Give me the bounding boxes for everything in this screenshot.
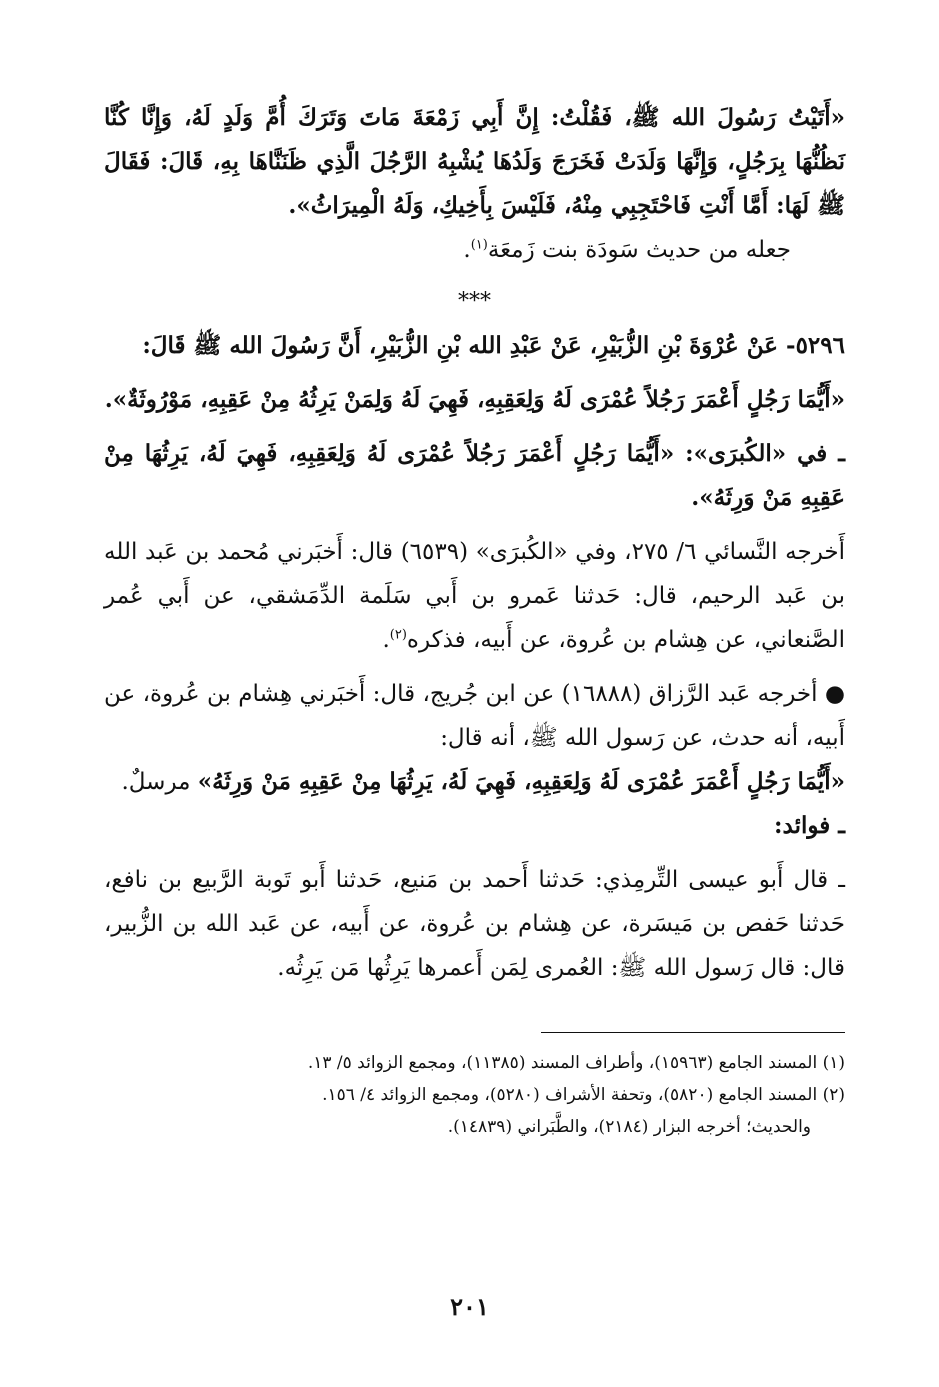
attribution-line: جعله من حديث سَودَة بنت زَمعَة$^{(١)}$. (463, 237, 791, 263)
footnote-ref-1[interactable]: (١) (470, 237, 488, 253)
kubra-variant: ـ في «الكُبرَى»: «أَيُّمَا رَجُلٍ أَعْمَرَ رَجُلاً عُمْرَى لَهُ وَلِعَقِبِهِ، فَهِيَ لَهُ، يَرِثُهَا مِنْ عَقِبِهِ مَنْ وَرِثَهُ». (104, 440, 845, 511)
takhrij-abdurrazzaq: ● أخرجه عَبد الرَّزاق (١٦٨٨٨) عن ابن جُريج، قال: أَخبَرني هِشام بن عُروة، عن أَبيه، أنه حدث، عن رَسول الله ﷺ، أنه قال: (104, 681, 845, 751)
footnote-separator (541, 1032, 845, 1033)
footnote-ref-2[interactable]: (٢) (389, 627, 407, 643)
attribution-text: جعله من حديث سَودَة بنت زَمعَة (487, 237, 791, 263)
footnote-2: (٢) المسند الجامع (٥٨٢٠)، وتحفة الأشراف (٥٢٨٠)، ومجمع الزوائد ٤/ ١٥٦. (322, 1085, 845, 1105)
hadith-text-3-tail: مرسلٌ. (121, 769, 198, 795)
section-divider-stars: *** (458, 289, 491, 314)
takhrij-nasai: أَخرجه النَّسائي ٦/ ٢٧٥، وفي «الكُبرَى» (٦٥٣٩) قال: أَخبَرني مُحمد بن عَبد الله بن عَبد الرحيم، قال: حَدثنا عَمرو بن أَبي سَلَمة الدِّمَشقي، عن أَبي عُمر الصَّنعاني، عن هِشام بن عُروة، عن أَبيه، فذكره$^{(٢)}$. (104, 539, 846, 653)
hadith-text-3-quote: «أَيُّمَا رَجُلٍ أَعْمَرَ عُمْرَى لَهُ وَلِعَقِبِهِ، فَهِيَ لَهُ، يَرِثُهَا مِنْ عَقِبِهِ مَنْ وَرِثَهُ» (197, 768, 845, 795)
page-number: ٢٠١ (450, 1292, 489, 1321)
hadith-text-2: «أَيُّمَا رَجُلٍ أَعْمَرَ رَجُلاً عُمْرَى لَهُ وَلِعَقِبِهِ، فَهِيَ لَهُ وَلِمَنْ يَرِثُهُ مِنْ عَقِبِهِ، مَوْرُوثَةٌ». (104, 386, 845, 413)
fawaid-tirmidhi: ـ قال أَبو عيسى التِّرمِذي: حَدثنا أَحمد بن مَنيع، حَدثنا أَبو تَوبة الرَّبيع بن نافع، حَدثنا حَفص بن مَيسَرة، عن هِشام بن عُروة، عن أَبيه، عن عَبد الله بن الزُّبير، قال: قال رَسول الله ﷺ: العُمرى لِمَن أَعمرها يَرِثُها مَن يَرِثُه. (104, 867, 845, 981)
footnote-1: (١) المسند الجامع (١٥٩٦٣)، وأطراف المسند (١١٣٨٥)، ومجمع الزوائد ٥/ ١٣. (307, 1053, 845, 1073)
takhrij-nasai-text: أَخرجه النَّسائي ٦/ ٢٧٥، وفي «الكُبرَى» (٦٥٣٩) قال: أَخبَرني مُحمد بن عَبد الله بن عَبد الرحيم، قال: حَدثنا عَمرو بن أَبي سَلَمة الدِّمَشقي، عن أَبي عُمر الصَّنعاني، عن هِشام بن عُروة، عن أَبيه، فذكره (104, 539, 846, 653)
footnote-2-continuation: والحديث؛ أخرجه البزار (٢١٨٤)، والطَّبَراني (١٤٨٣٩). (447, 1117, 811, 1137)
hadith-number-5296: ٥٢٩٦- عَنْ عُرْوَةَ بْنِ الزُّبَيْرِ، عَنْ عَبْدِ الله بْنِ الزُّبَيْرِ، أَنَّ رَسُولَ الله ﷺ قَالَ: (142, 332, 845, 359)
footnotes (104, 1047, 845, 1143)
hadith-text-3 (104, 760, 845, 804)
fawaid-heading: ـ فوائد: (774, 812, 845, 839)
hadith-text-1: «أَتَيْتُ رَسُولَ الله ﷺ، فَقُلْتُ: إِنَّ أَبِي زَمْعَةَ مَاتَ وَتَرَكَ أُمَّ وَلَدٍ لَهُ، وَإِنَّا كُنَّا نَظُنُّهَا بِرَجُلٍ، وَإِنَّهَا وَلَدَتْ فَخَرَجَ وَلَدُهَا يُشْبِهُ الرَّجُلَ الَّذِي ظَنَنَّاهَا بِهِ، قَالَ: فَقَالَ ﷺ لَهَا: أَمَّا أَنْتِ فَاحْتَجِبِي مِنْهُ، فَلَيْسَ بِأَخِيكِ، وَلَهُ الْمِيرَاثُ». (104, 104, 845, 219)
